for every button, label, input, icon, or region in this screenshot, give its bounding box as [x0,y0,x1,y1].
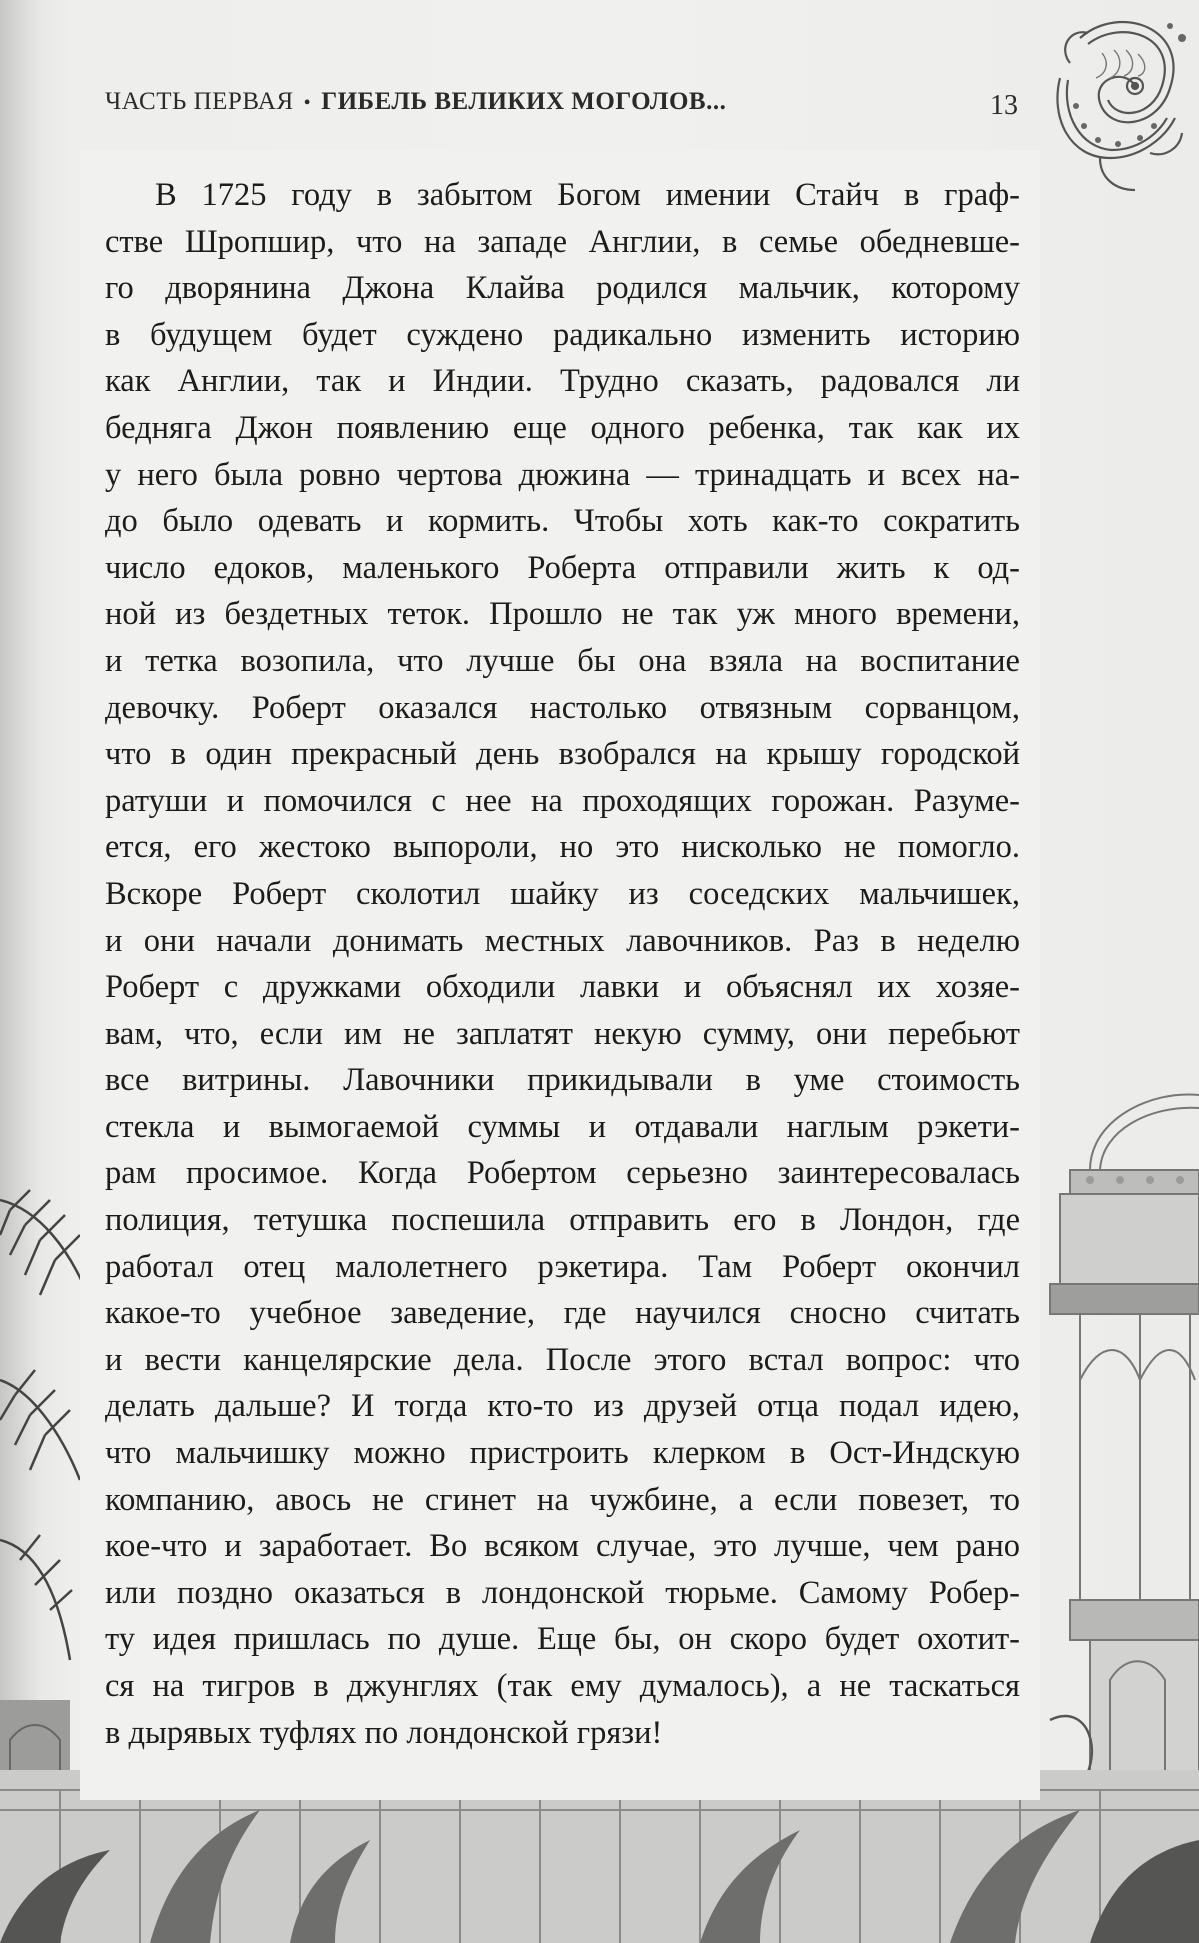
text-line: Роберт с дружками обходили лавки и объяснял их хозяе- [105,969,1020,1006]
text-line: ной из бездетных теток. Прошло не так уж много времени, [105,596,1020,633]
text-line: вам, что, если им не заплатят некую сумму, они перебьют [105,1015,1020,1052]
text-line: или поздно оказаться в лондонской тюрьме. Самому Робер- [105,1574,1020,1611]
text-line: рам просимое. Когда Робертом серьезно заинтересовалась [105,1155,1020,1192]
text-line: какое-то учебное заведение, где научился сносно считать [105,1295,1020,1332]
text-line: полиция, тетушка поспешила отправить его в Лондон, где [105,1202,1020,1239]
text-line: В 1725 году в забытом Богом имении Стайч в граф- [155,177,1020,213]
text-line: что мальчишку можно пристроить клерком в Ост-Индскую [105,1435,1020,1472]
text-line: работал отец малолетнего рэкетира. Там Роберт окончил [105,1248,1020,1285]
part-title: ЧАСТЬ ПЕРВАЯ [105,88,294,115]
text-line: и тетка возопила, что лучше бы она взяла на воспитание [105,642,1020,679]
text-line: стекла и вымогаемой суммы и отдавали наглым рэкети- [105,1108,1020,1145]
running-head [105,88,726,116]
body-paragraph [105,172,1020,1756]
text-line: го дворянина Джона Клайва родился мальчик, которому [105,270,1020,307]
text-line: у него была ровно чертова дюжина — тринадцать и всех на- [105,456,1020,493]
text-line: число едоков, маленького Роберта отправили жить к од- [105,549,1020,586]
text-line: в будущем будет суждено радикально изменить историю [105,316,1020,353]
text-line: и вести канцелярские дела. После этого встал вопрос: что [105,1341,1020,1378]
text-line: ту идея пришлась по душе. Еще бы, он скоро будет охотит- [105,1621,1020,1658]
page-number: 13 [990,90,1018,121]
text-line: компанию, авось не сгинет на чужбине, а если повезет, то [105,1481,1020,1518]
text-line: делать дальше? И тогда кто-то из друзей отца подал идею, [105,1388,1020,1425]
text-line: и они начали донимать местных лавочников. Раз в неделю [105,922,1020,959]
text-line: ся на тигров в джунглях (так ему думалось), а не таскаться [105,1668,1020,1704]
text-line: ется, его жестоко выпороли, но это нисколько не помогло. [105,829,1020,866]
text-line: кое-что и заработает. Во всяком случае, это лучше, чем рано [105,1528,1020,1565]
text-line: ратуши и помочился с нее на проходящих горожан. Разуме- [105,782,1020,819]
text-line: Вскоре Роберт сколотил шайку из соседских мальчишек, [105,875,1020,912]
text-line: бедняга Джон появлению еще одного ребенка, так как их [105,409,1020,446]
text-line: что в один прекрасный день взобрался на крышу городской [105,736,1020,773]
text-line: до было одевать и кормить. Чтобы хоть как-то сократить [105,503,1020,540]
indian-pavilion-illustration [1030,1080,1199,1860]
text-line: все витрины. Лавочники прикидывали в уме стоимость [105,1062,1020,1099]
text-line: стве Шропшир, что на западе Англии, в семье обедневше- [105,223,1020,260]
paisley-ornament-icon [1040,8,1190,198]
text-line: девочку. Роберт оказался настолько отвязным сорванцом, [105,689,1020,726]
text-line: как Англии, так и Индии. Трудно сказать, радовался ли [105,363,1020,400]
chapter-title: ГИБЕЛЬ ВЕЛИКИХ МОГОЛОВ... [321,88,727,115]
text-line: в дырявых туфлях по лондонской грязи! [105,1714,663,1751]
header-bullet: • [303,92,312,114]
